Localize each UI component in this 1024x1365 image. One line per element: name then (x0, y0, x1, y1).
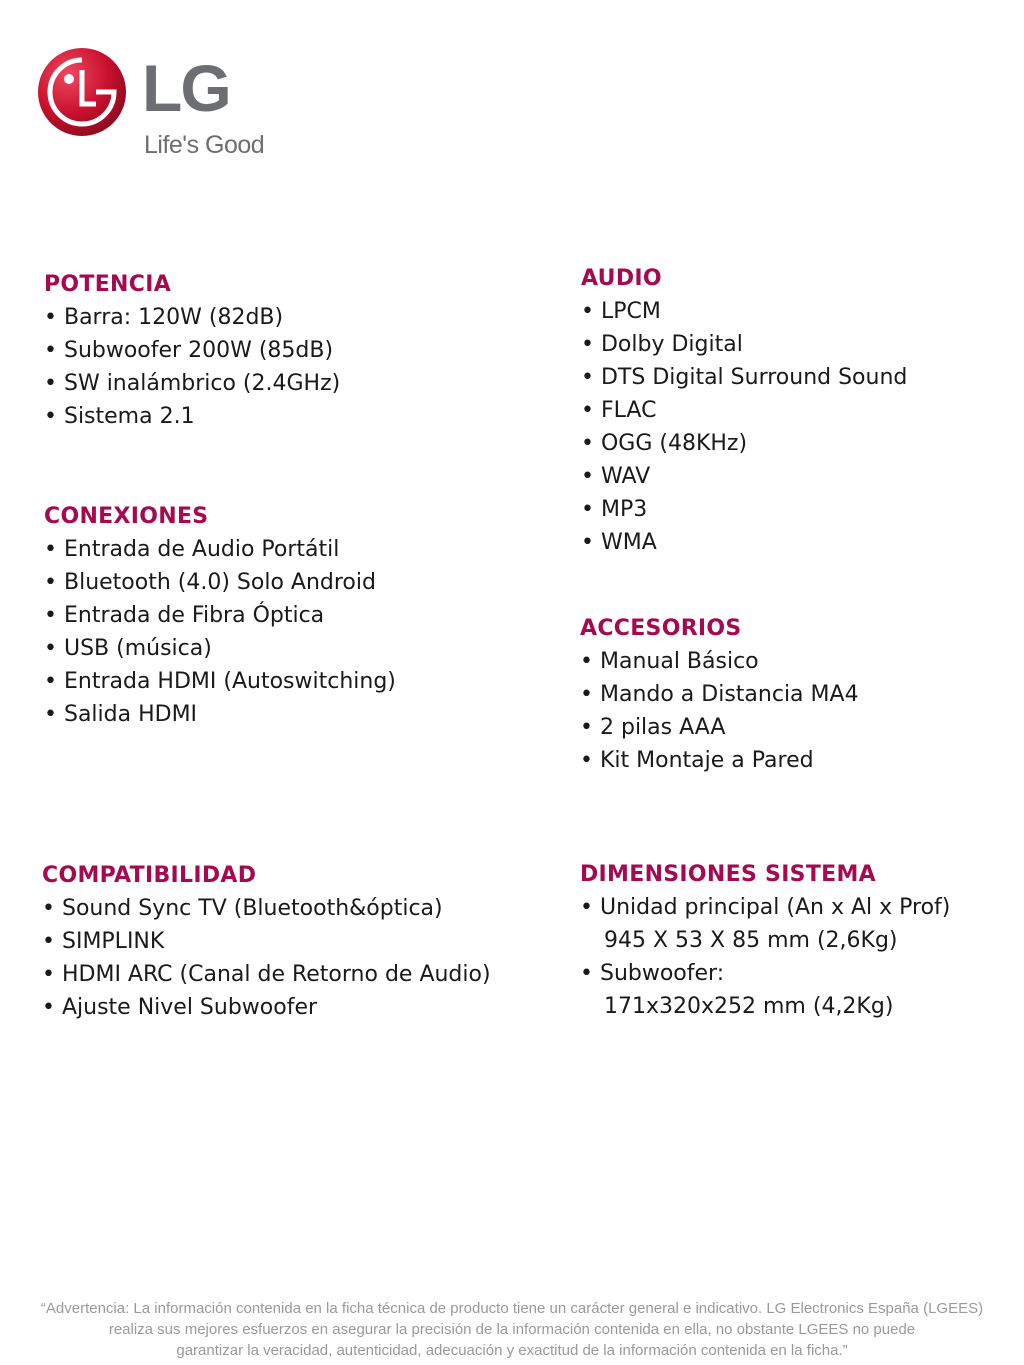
list-item-value: 945 X 53 X 85 mm (2,6Kg) (604, 928, 898, 953)
list-item: • DTS Digital Surround Sound (581, 361, 907, 394)
list-item: • Sound Sync TV (Bluetooth&óptica) (42, 892, 491, 925)
list-item: • SIMPLINK (42, 925, 491, 958)
list-item: • Entrada de Audio Portátil (44, 533, 396, 566)
spec-list (42, 892, 491, 1024)
spec-list (44, 533, 396, 731)
section-title: CONEXIONES (44, 504, 209, 529)
list-item: • Dolby Digital (581, 328, 907, 361)
lg-face-icon (36, 46, 128, 138)
lg-wordmark: LG (142, 51, 230, 125)
section-compatibilidad (42, 859, 491, 1024)
list-item: • MP3 (581, 493, 907, 526)
list-item: • FLAC (581, 394, 907, 427)
list-item: • Subwoofer: (580, 957, 950, 990)
disclaimer (20, 1298, 1004, 1361)
list-item: • Salida HDMI (44, 698, 396, 731)
list-item: • OGG (48KHz) (581, 427, 907, 460)
spec-list (581, 295, 907, 559)
list-item: • Kit Montaje a Pared (580, 744, 859, 777)
list-item: • HDMI ARC (Canal de Retorno de Audio) (42, 958, 491, 991)
list-item: • Subwoofer 200W (85dB) (44, 334, 340, 367)
section-accesorios (580, 612, 859, 777)
section-potencia (44, 268, 340, 433)
spec-list (580, 891, 950, 1023)
section-title: AUDIO (581, 266, 662, 291)
list-item: • WAV (581, 460, 907, 493)
disclaimer-line: “Advertencia: La información contenida en la ficha técnica de producto tiene un carácter general e indicativo. LG Electronics España (LGEES) (40, 1300, 984, 1317)
section-title: POTENCIA (44, 272, 172, 297)
list-item: • LPCM (581, 295, 907, 328)
section-title: DIMENSIONES SISTEMA (580, 862, 876, 887)
section-conexiones (44, 500, 396, 731)
list-item: • Ajuste Nivel Subwoofer (42, 991, 491, 1024)
disclaimer-line: garantizar la veracidad, autenticidad, adecuación y exactitud de la información contenida en la ficha.” (176, 1342, 848, 1359)
list-item: • Manual Básico (580, 645, 859, 678)
list-item: • SW inalámbrico (2.4GHz) (44, 367, 340, 400)
list-item: • Entrada de Fibra Óptica (44, 599, 396, 632)
list-item: • Sistema 2.1 (44, 400, 340, 433)
list-item: • 2 pilas AAA (580, 711, 859, 744)
list-item: • Bluetooth (4.0) Solo Android (44, 566, 396, 599)
lg-tagline: Life's Good (144, 131, 265, 159)
list-item: • WMA (581, 526, 907, 559)
list-item: • Entrada HDMI (Autoswitching) (44, 665, 396, 698)
list-item: • Unidad principal (An x Al x Prof) (580, 891, 950, 924)
lg-logo (36, 46, 296, 161)
disclaimer-line: realiza sus mejores esfuerzos en asegurar la precisión de la información contenida en ella, no obstante LGEES no puede (108, 1321, 916, 1338)
section-title: ACCESORIOS (580, 616, 742, 641)
section-audio (581, 262, 907, 559)
list-item: • Barra: 120W (82dB) (44, 301, 340, 334)
list-item: • Mando a Distancia MA4 (580, 678, 859, 711)
list-item-value: 171x320x252 mm (4,2Kg) (604, 994, 894, 1019)
section-dimensiones (580, 858, 950, 1023)
spec-list (580, 645, 859, 777)
section-title: COMPATIBILIDAD (42, 863, 257, 888)
spec-list (44, 301, 340, 433)
list-item: • USB (música) (44, 632, 396, 665)
